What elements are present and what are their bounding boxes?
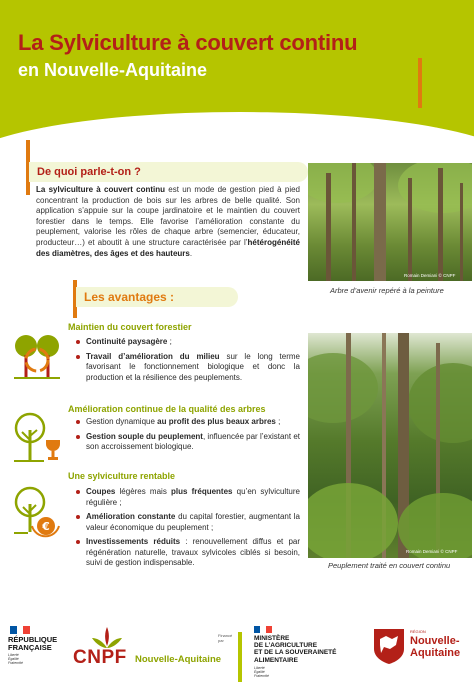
ministry-logo: MINISTÈRE DE L’AGRICULTURE ET DE LA SOUVERAINETÉ ALIMENTAIRE xyxy=(254,635,337,664)
list-item-text: qu’en sylviculture régulière ; xyxy=(86,487,300,507)
list-item-bold: plus fréquentes xyxy=(170,487,233,496)
tree-trophy-icon xyxy=(12,410,68,466)
list-item xyxy=(76,337,300,348)
header-banner xyxy=(0,0,474,143)
header-curve xyxy=(0,112,474,143)
intro-text-1: est un mode de gestion pied à pied concentrant la production de bois sur les arbres de belle qualité. Son application s’appuie sur la coupe jardinatoire et le maintien du couvert forestier dans le temps. Elle favorise l’amélioration constante du peuplement, valorise les rôles de chaque arbre (semencier, éducateur, producteur…) et aboutit à une structure caractérisée par l’ xyxy=(36,185,300,247)
advantage-list xyxy=(76,417,300,457)
advantage-group-title: Maintien du couvert forestier xyxy=(68,322,192,332)
list-item-text: ; xyxy=(167,337,172,346)
list-item xyxy=(76,512,300,533)
republique-francaise-logo: RÉPUBLIQUE FRANÇAISE xyxy=(8,635,58,652)
intro-text-2: . xyxy=(189,248,193,258)
title-accent-bar xyxy=(418,58,422,108)
region-label: RÉGION xyxy=(410,629,426,634)
advantage-list xyxy=(76,487,300,573)
list-item-bold: Gestion souple du peuplement xyxy=(86,431,203,441)
tree-trunk xyxy=(438,168,443,281)
financed-by-label: Financé par xyxy=(218,633,233,643)
list-item xyxy=(76,352,300,384)
list-item-bold: Continuité paysagère xyxy=(86,337,168,346)
canopy-shape xyxy=(308,163,378,203)
tree-trunk xyxy=(352,163,356,281)
list-item xyxy=(76,417,300,428)
list-item-text: ; xyxy=(275,417,281,426)
photo-credit: Romain Demiani © CNPF xyxy=(406,549,458,554)
list-item-bold: au profit des plus beaux arbres xyxy=(157,417,276,426)
canopy-shape xyxy=(408,363,472,443)
list-item-text: légères mais xyxy=(115,487,171,496)
intro-paragraph xyxy=(36,185,300,259)
ministry-motto: Liberté Égalité Fraternité xyxy=(254,666,269,678)
french-flag-icon xyxy=(10,626,30,634)
photo-caption: Peuplement traité en couvert continu xyxy=(328,561,451,570)
tree-trunk-marked xyxy=(374,163,386,281)
canopy-shape xyxy=(308,353,378,423)
list-item-bold: Investissements réduits xyxy=(86,537,181,546)
list-item-bold: Amélioration constante xyxy=(86,512,176,521)
list-item-text: sur le long terme favorisant le fonctionnement biologique et donc la production et la résilience des peuplements. xyxy=(86,351,300,382)
svg-text:€: € xyxy=(42,520,50,533)
list-item-text: : renouvellement diffus et par régénération naturelle, travaux sylvicoles ciblés si besoin, suivi de gestion indispensable. xyxy=(86,537,301,567)
intro-bold-2: hétérogénéité des diamètres, des âges et des hauteurs xyxy=(36,237,300,258)
french-flag-icon xyxy=(254,626,272,633)
section-heading-advantages: Les avantages : xyxy=(76,287,238,307)
list-item-text: , influencée par l’existant et son accroissement biologique. xyxy=(86,431,300,451)
advantage-group-title: Amélioration continue de la qualité des arbres xyxy=(68,404,266,414)
page-title: La Sylviculture à couvert continu xyxy=(18,30,358,55)
intro-bold-1: La sylviculture à couvert continu xyxy=(36,185,166,194)
list-item xyxy=(76,432,300,453)
section-heading-definition: De quoi parle-t-on ? xyxy=(29,162,308,182)
list-item xyxy=(76,537,300,569)
advantage-group-title: Une sylviculture rentable xyxy=(68,471,176,481)
footer-divider xyxy=(238,632,242,682)
photo-credit: Romain Demiani © CNPF xyxy=(404,273,456,278)
republique-motto: Liberté Égalité Fraternité xyxy=(8,653,23,665)
tree-trunk xyxy=(326,173,331,281)
cnpf-logo-text: CNPF xyxy=(73,647,127,668)
region-logo-text: Nouvelle- Aquitaine xyxy=(410,635,461,659)
list-item-bold: Coupes xyxy=(86,487,116,496)
trees-recycle-icon xyxy=(12,330,62,386)
list-item-text: Gestion dynamique xyxy=(86,417,158,426)
forest-photo-1 xyxy=(308,163,472,281)
tree-trunk xyxy=(408,178,412,281)
list-item-bold: Travail d’amélioration du milieu xyxy=(86,351,220,361)
advantage-list xyxy=(76,337,300,387)
region-shield-icon xyxy=(372,627,406,665)
tree-euro-icon xyxy=(12,484,62,542)
forest-photo-2 xyxy=(308,333,472,558)
list-item xyxy=(76,487,300,508)
list-item-text: du capital forestier, augmentant la valeur économique du peuplement ; xyxy=(86,512,301,532)
cnpf-region-text: Nouvelle-Aquitaine xyxy=(135,654,222,665)
tree-trunk xyxy=(460,183,463,281)
photo-caption: Arbre d’avenir repéré à la peinture xyxy=(330,286,444,295)
page-subtitle: en Nouvelle-Aquitaine xyxy=(18,60,208,80)
